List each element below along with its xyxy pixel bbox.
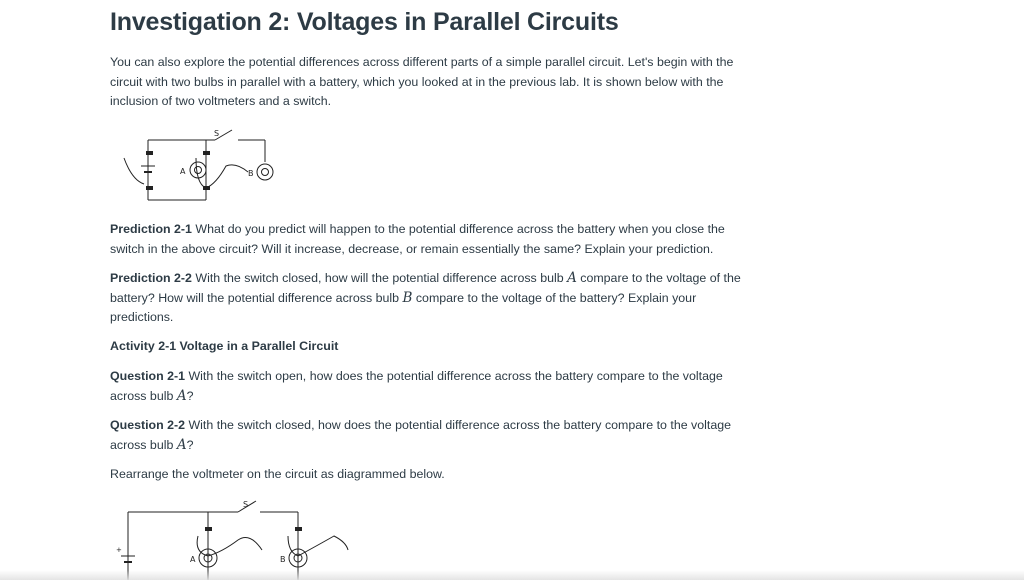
question-2-2-text-2a: across bulb: [110, 437, 177, 452]
question-2-1: [110, 367, 723, 406]
bulb-b-filament: [262, 169, 269, 176]
voltmeter-clip-3: [203, 151, 210, 155]
voltmeter-lead-a: [197, 536, 262, 556]
prediction-2-2-label: Prediction 2-2: [110, 271, 192, 285]
voltmeter-clip-4: [203, 186, 210, 190]
prediction-2-1-text-1: What do you predict will happen to the potential difference across the battery when you close the: [191, 222, 725, 236]
question-2-1-text-2a: across bulb: [110, 388, 177, 403]
bulb-a-filament: [195, 167, 202, 174]
voltmeter-lead-left: [124, 158, 144, 184]
battery-plus-label: +: [116, 546, 122, 554]
circuit-diagram-parallel-1: [110, 122, 280, 212]
question-2-1-text-1: With the switch open, how does the potential difference across the battery compare to the voltage: [185, 369, 723, 383]
switch-label: S: [243, 500, 249, 509]
prediction-2-2-text-2b: compare to the voltage of the battery? Explain your: [412, 290, 697, 305]
voltmeter-lead-b: [288, 536, 348, 556]
bulb-a-label: A: [190, 555, 196, 564]
intro-line-2: circuit with two bulbs in parallel with a battery, which you looked at in the previous lab. It is shown below with the: [110, 74, 724, 89]
voltmeter-clip-1: [205, 527, 212, 531]
variable-a: A: [176, 436, 187, 453]
intro-line-3: inclusion of two voltmeters and a switch.: [110, 94, 332, 108]
variable-b: B: [402, 289, 413, 306]
intro-line-1: You can also explore the potential differences across different parts of a simple parallel circuit. Let's begin with the: [110, 55, 734, 69]
prediction-2-1-label: Prediction 2-1: [110, 222, 192, 236]
bulb-a-label: A: [180, 167, 186, 176]
switch-label: S: [214, 129, 220, 138]
prediction-2-2-text-2a: battery? How will the potential difference across bulb: [110, 290, 403, 305]
page-title: Investigation 2: Voltages in Parallel Circuits: [110, 8, 619, 36]
question-2-1-label: Question 2-1: [110, 369, 186, 383]
variable-a: A: [176, 387, 187, 404]
prediction-2-2-text-1a: With the switch closed, how will the potential difference across bulb: [191, 271, 568, 285]
bulb-b-label: B: [280, 555, 286, 564]
voltmeter-clip-2: [146, 186, 153, 190]
question-2-1-text-2b: ?: [186, 388, 194, 403]
bottom-scroll-shadow: [0, 570, 1024, 580]
bulb-b: [257, 164, 273, 180]
prediction-2-1-text-2: switch in the above circuit? Will it increase, decrease, or remain essentially the same? Explain your prediction.: [110, 241, 714, 256]
rearrange-text: Rearrange the voltmeter on the circuit as diagrammed below.: [110, 467, 445, 481]
question-2-2-text-1: With the switch closed, how does the potential difference across the battery compare to the voltage: [185, 418, 731, 432]
voltmeter-clip-1: [146, 151, 153, 155]
question-2-2-label: Question 2-2: [110, 418, 186, 432]
prediction-2-2-text-1b: compare to the voltage of the: [576, 271, 741, 285]
activity-2-1-label: Activity 2-1 Voltage in a Parallel Circuit: [110, 339, 339, 353]
activity-2-1-heading: [110, 337, 338, 357]
question-2-2-text-2b: ?: [186, 437, 194, 452]
voltmeter-lead-right: [196, 158, 248, 188]
prediction-2-2-text-3: predictions.: [110, 310, 174, 324]
bulb-b-label: B: [248, 169, 254, 178]
question-2-2: [110, 416, 731, 455]
prediction-2-1: [110, 220, 725, 259]
variable-a: A: [567, 270, 577, 286]
prediction-2-2: [110, 269, 741, 328]
circuit-diagram-parallel-2: [110, 492, 360, 580]
intro-paragraph: [110, 53, 733, 112]
voltmeter-clip-2: [295, 527, 302, 531]
rearrange-instruction: [110, 465, 445, 485]
